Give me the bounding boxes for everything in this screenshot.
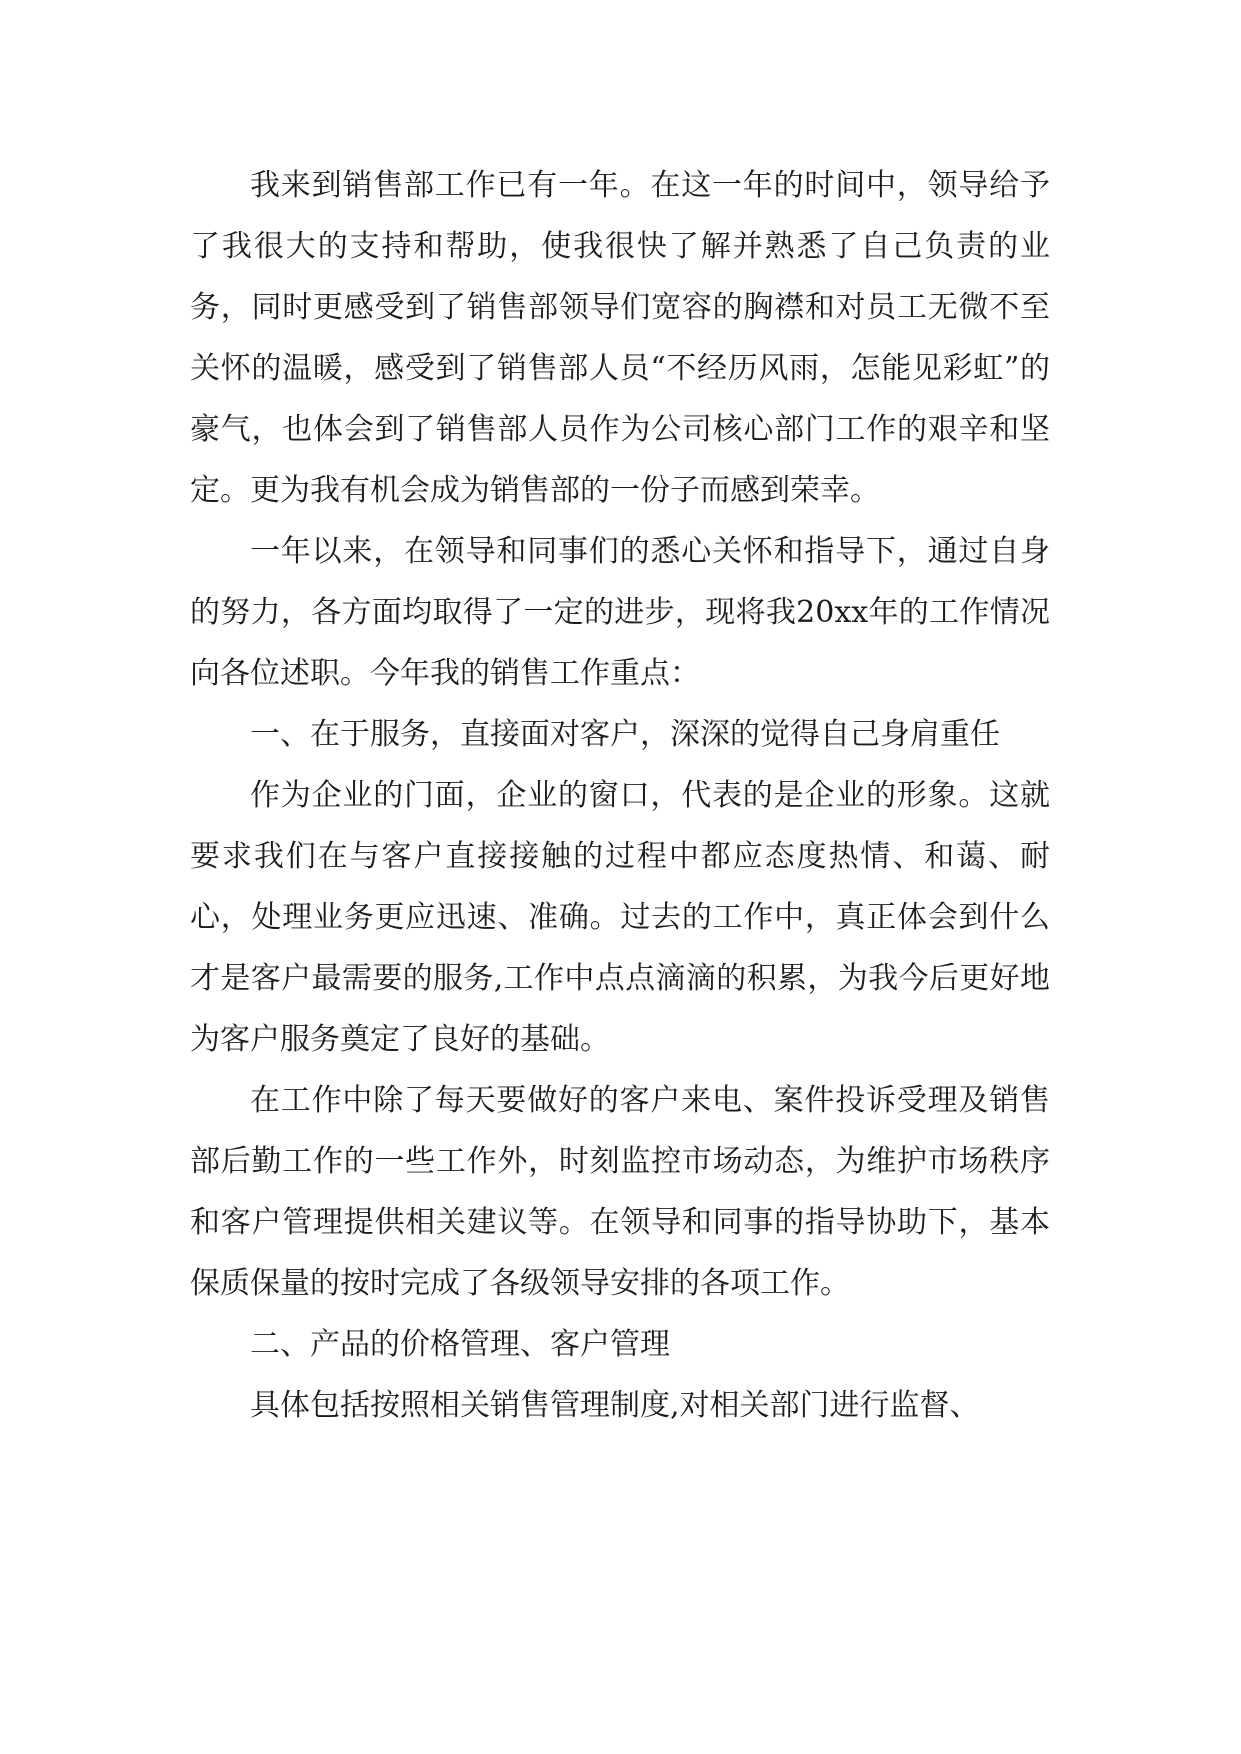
paragraph-daily-work: 在工作中除了每天要做好的客户来电、案件投诉受理及销售部后勤工作的一些工作外，时刻监控市场动态，为维护市场秩序和客户管理提供相关建议等。在领导和同事的指导协助下，基本保质保量的按时完成了各级领导安排的各项工作。 (190, 1083, 1050, 1301)
paragraph-service: 作为企业的门面，企业的窗口，代表的是企业的形象。这就要求我们在与客户直接接触的过程中都应态度热情、和蔼、耐心，处理业务更应迅速、准确。过去的工作中，真正体会到什么才是客户最需要的服务,工作中点点滴滴的积累，为我今后更好地为客户服务奠定了良好的基础。 (190, 778, 1050, 1057)
document-body (190, 155, 1050, 1436)
paragraph-summary: 一年以来，在领导和同事们的悉心关怀和指导下，通过自身的努力，各方面均取得了一定的进步，现将我20xx年的工作情况向各位述职。今年我的销售工作重点： (190, 534, 1050, 691)
paragraph-price-management: 具体包括按照相关销售管理制度,对相关部门进行监督、 (250, 1388, 980, 1423)
section-heading-price-management: 二、产品的价格管理、客户管理 (250, 1327, 670, 1362)
paragraph-intro: 我来到销售部工作已有一年。在这一年的时间中，领导给予了我很大的支持和帮助，使我很快了解并熟悉了自己负责的业务，同时更感受到了销售部领导们宽容的胸襟和对员工无微不至关怀的温暖，感受到了销售部人员“不经历风雨，怎能见彩虹”的豪气，也体会到了销售部人员作为公司核心部门工作的艰辛和坚定。更为我有机会成为销售部的一份子而感到荣幸。 (190, 168, 1050, 508)
section-heading-service: 一、在于服务，直接面对客户，深深的觉得自己身肩重任 (250, 717, 1000, 752)
